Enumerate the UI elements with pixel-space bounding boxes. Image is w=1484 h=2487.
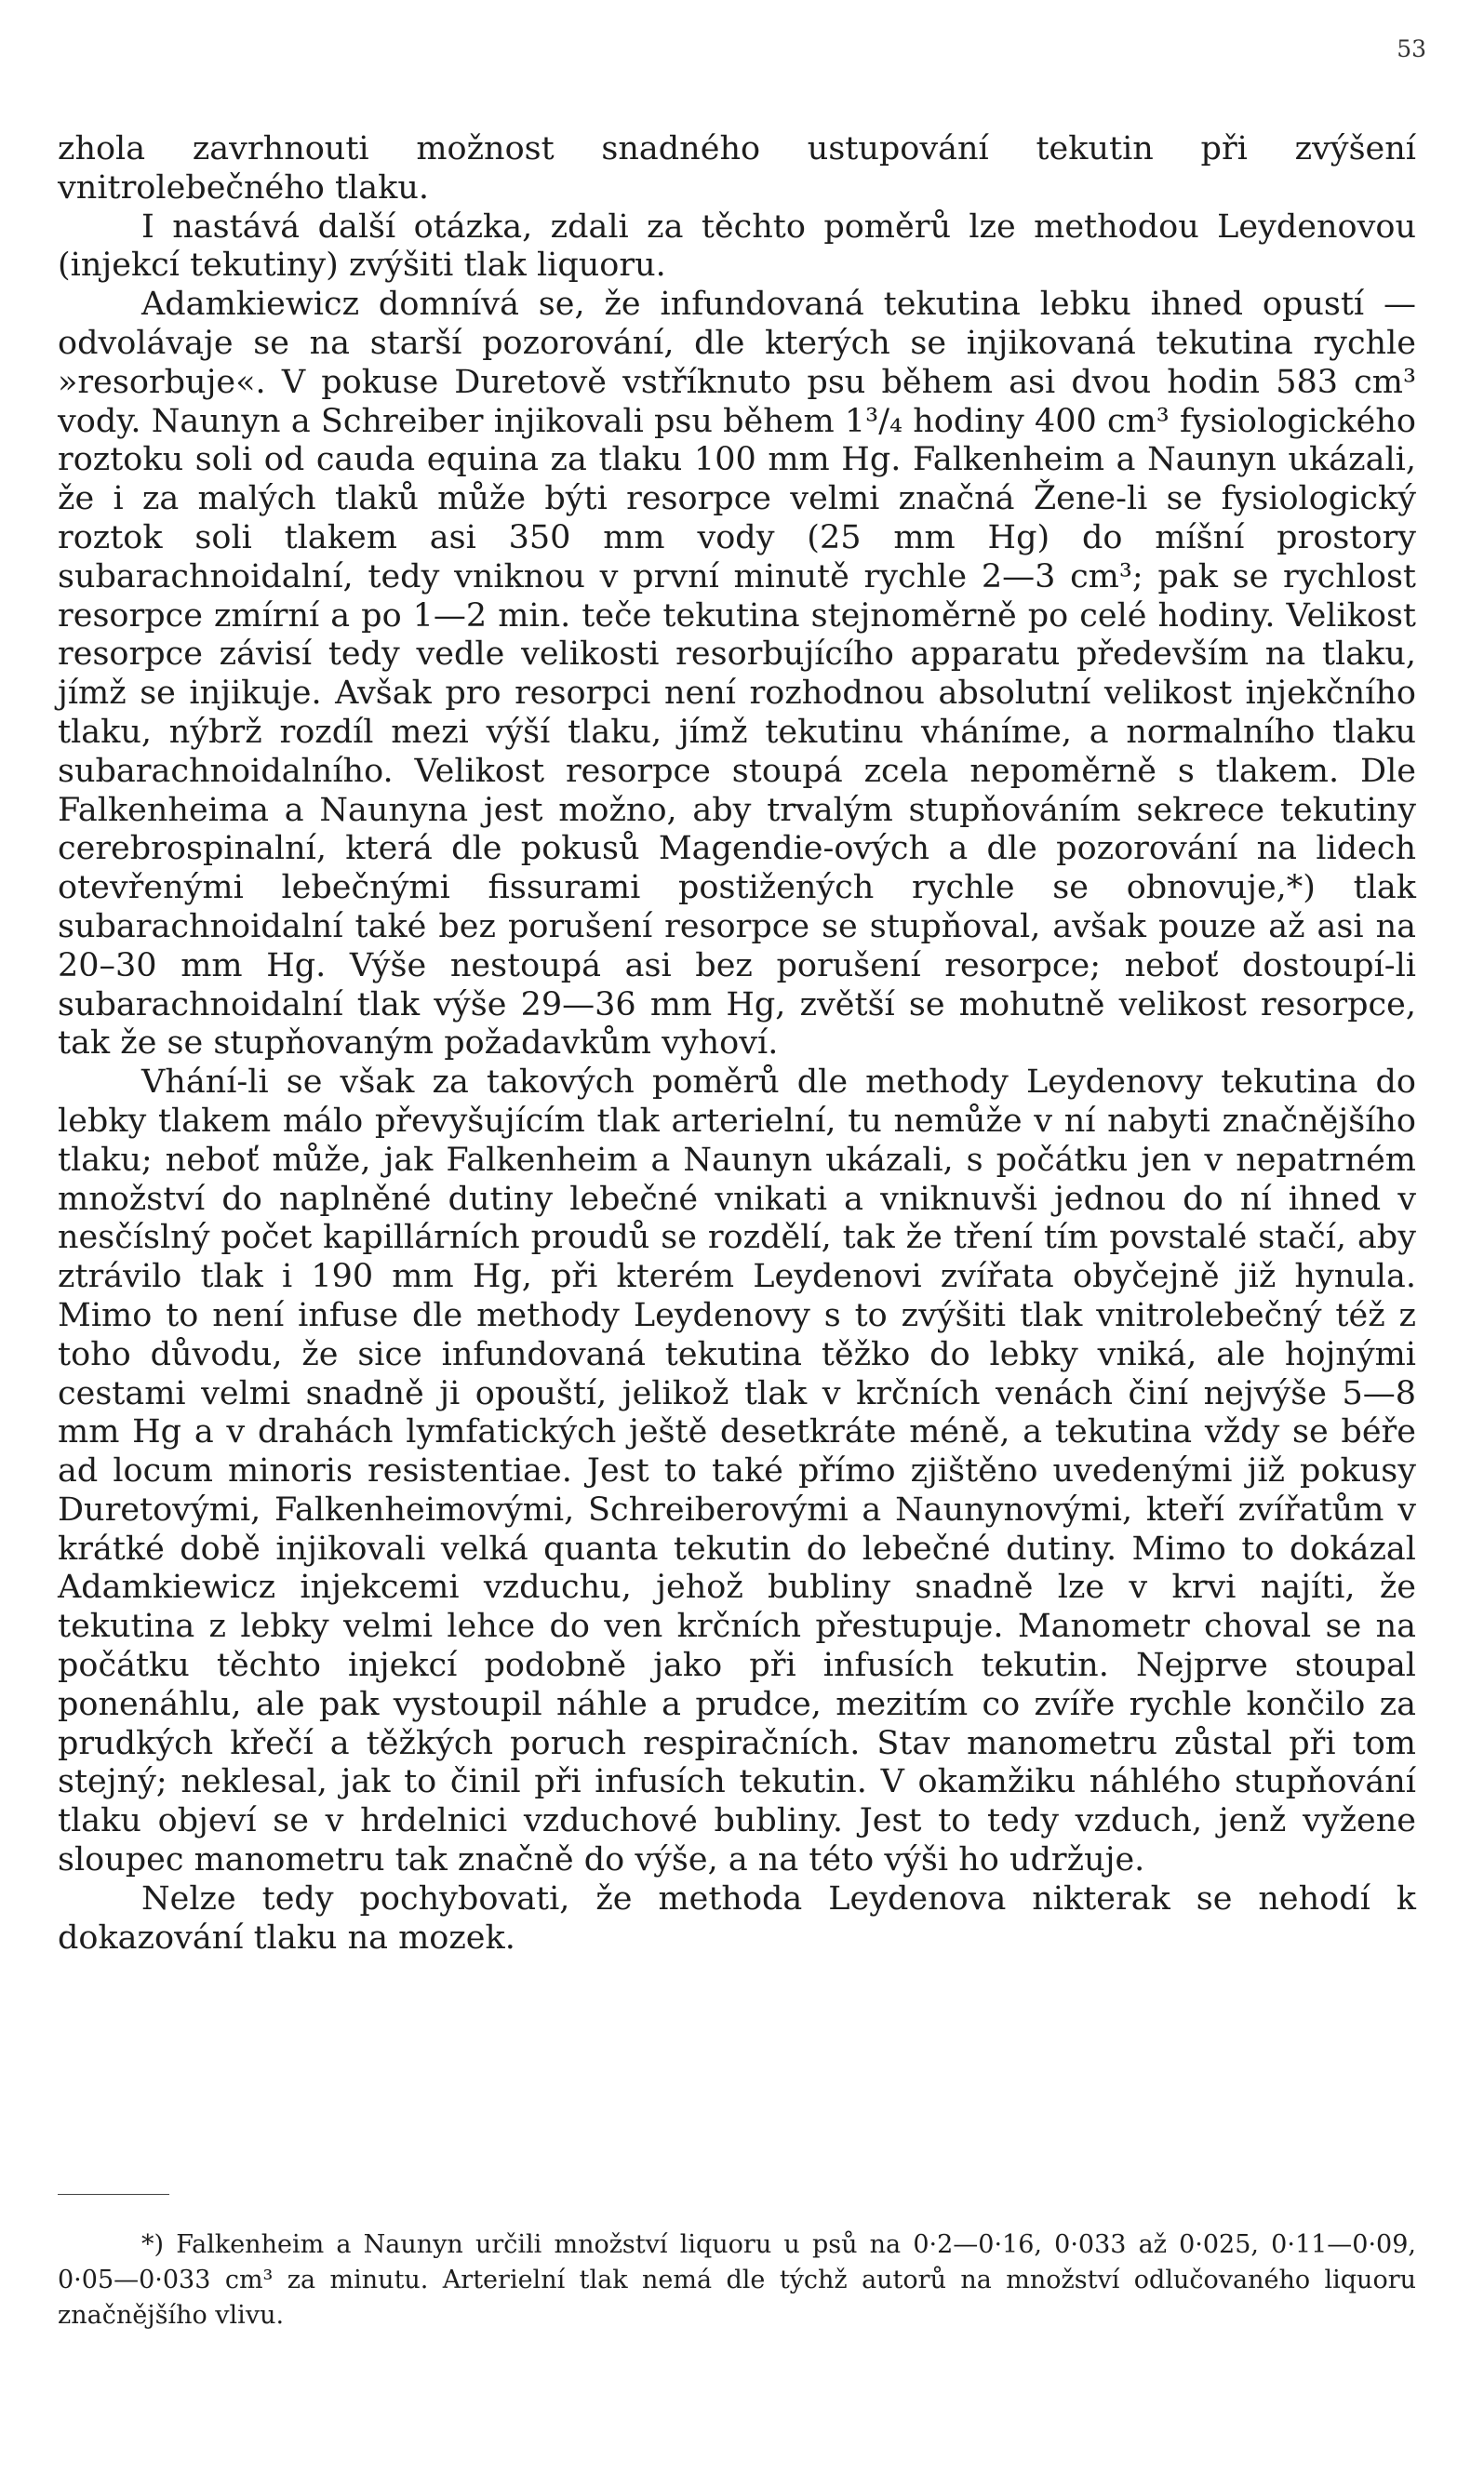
paragraph-1: zhola zavrhnouti možnost snadného ustupování tekutin při zvýšení vnitrolebečného tlaku. bbox=[58, 130, 1416, 207]
footnote bbox=[58, 2227, 1416, 2333]
paragraph-4: Vhání-li se však za takových poměrů dle methody Leydenovy tekutina do lebky tlakem málo převyšujícím tlak arterielní, tu nemůže v ní nabyti značnějšího tlaku; neboť může, jak Falkenheim a Naunyn ukázali, s počátku jen v nepatrném množství do naplněné dutiny lebečné vnikati a vniknuvši jednou do ní ihned v nesčíslný počet kapillárních proudů se rozdělí, tak že tření tím povstalé stačí, aby ztrávilo tlak i 190 mm Hg, při kterém Leydenovi zvířata obyčejně již hynula. Mimo to není infuse dle methody Leydenovy s to zvýšiti tlak vnitrolebečný též z toho důvodu, že sice infundovaná tekutina těžko do lebky vniká, ale hojnými cestami velmi snadně ji opouští, jelikož tlak v krčních venách činí nejvýše 5—8 mm Hg a v drahách lymfatických ještě desetkráte méně, a tekutina vždy se béře ad locum minoris resistentiae. Jest to také přímo zjištěno uvedenými již pokusy Duretovými, Falkenheimovými, Schreiberovými a Naunynovými, kteří zvířatům v krátké době injikovali velká quanta tekutin do lebečné dutiny. Mimo to dokázal Adamkiewicz injekcemi vzduchu, jehož bubliny snadně lze v krvi najíti, že tekutina z lebky velmi lehce do ven krčních přestupuje. Manometr choval se na počátku těchto injekcí podobně jako při infusích tekutin. Nejprve stoupal ponenáhlu, ale pak vystoupil náhle a prudce, mezitím co zvíře rychle končilo za prudkých křečí a těžkých poruch respiračních. Stav manometru zůstal při tom stejný; neklesal, jak to činil při infusích tekutin. V okamžiku náhlého stupňování tlaku objeví se v hrdelnici vzduchové bubliny. Jest to tedy vzduch, jenž vyžene sloupec manometru tak značně do výše, a na této výši ho udržuje. bbox=[58, 1063, 1416, 1879]
paragraph-3: Adamkiewicz domnívá se, že infundovaná tekutina lebku ihned opustí — odvolávaje se na starší pozorování, dle kterých se injikovaná tekutina rychle »resorbuje«. V pokuse Duretově vstříknuto psu během asi dvou hodin 583 cm³ vody. Naunyn a Schreiber injikovali psu během 1³/₄ hodiny 400 cm³ fysiologického roztoku soli od cauda equina za tlaku 100 mm Hg. Falkenheim a Naunyn ukázali, že i za malých tlaků může býti resorpce velmi značná Žene-li se fysiologický roztok soli tlakem asi 350 mm vody (25 mm Hg) do míšní prostory subarachnoidalní, tedy vniknou v první minutě rychle 2—3 cm³; pak se rychlost resorpce zmírní a po 1—2 min. teče tekutina stejnoměrně po celé hodiny. Velikost resorpce závisí tedy vedle velikosti resorbujícího apparatu především na tlaku, jímž se injikuje. Avšak pro resorpci není rozhodnou absolutní velikost injekčního tlaku, nýbrž rozdíl mezi výší tlaku, jímž tekutinu vháníme, a normalního tlaku subarachnoidalního. Velikost resorpce stoupá zcela nepoměrně s tlakem. Dle Falkenheima a Naunyna jest možno, aby trvalým stupňováním sekrece tekutiny cerebrospinalní, která dle pokusů Magendie-ových a dle pozorování na lidech otevřenými lebečnými fissurami postižených rychle se obnovuje,*) tlak subarachnoidalní také bez porušení resorpce se stupňoval, avšak pouze až asi na 20–30 mm Hg. Výše nestoupá asi bez porušení resorpce; neboť dostoupí-li subarachnoidalní tlak výše 29—36 mm Hg, zvětší se mohutně velikost resorpce, tak že se stupňovaným požadavkům vyhoví. bbox=[58, 286, 1416, 1063]
footnote-divider bbox=[58, 2194, 169, 2195]
paragraph-5: Nelze tedy pochybovati, že methoda Leydenova nikterak se nehodí k dokazování tlaku na mozek. bbox=[58, 1879, 1416, 1957]
footnote-text: *) Falkenheim a Naunyn určili množství liquoru u psů na 0·2—0·16, 0·033 až 0·025, 0·11—0·09, 0·05—0·033 cm³ za minutu. Arterielní tlak nemá dle týchž autorů na množství odlučovaného liquoru značnějšího vlivu. bbox=[58, 2230, 1416, 2330]
body-text bbox=[58, 130, 1416, 1958]
page-number: 53 bbox=[1397, 35, 1426, 62]
paragraph-2: I nastává další otázka, zdali za těchto poměrů lze methodou Leydenovou (injekcí tekutiny) zvýšiti tlak liquoru. bbox=[58, 207, 1416, 285]
